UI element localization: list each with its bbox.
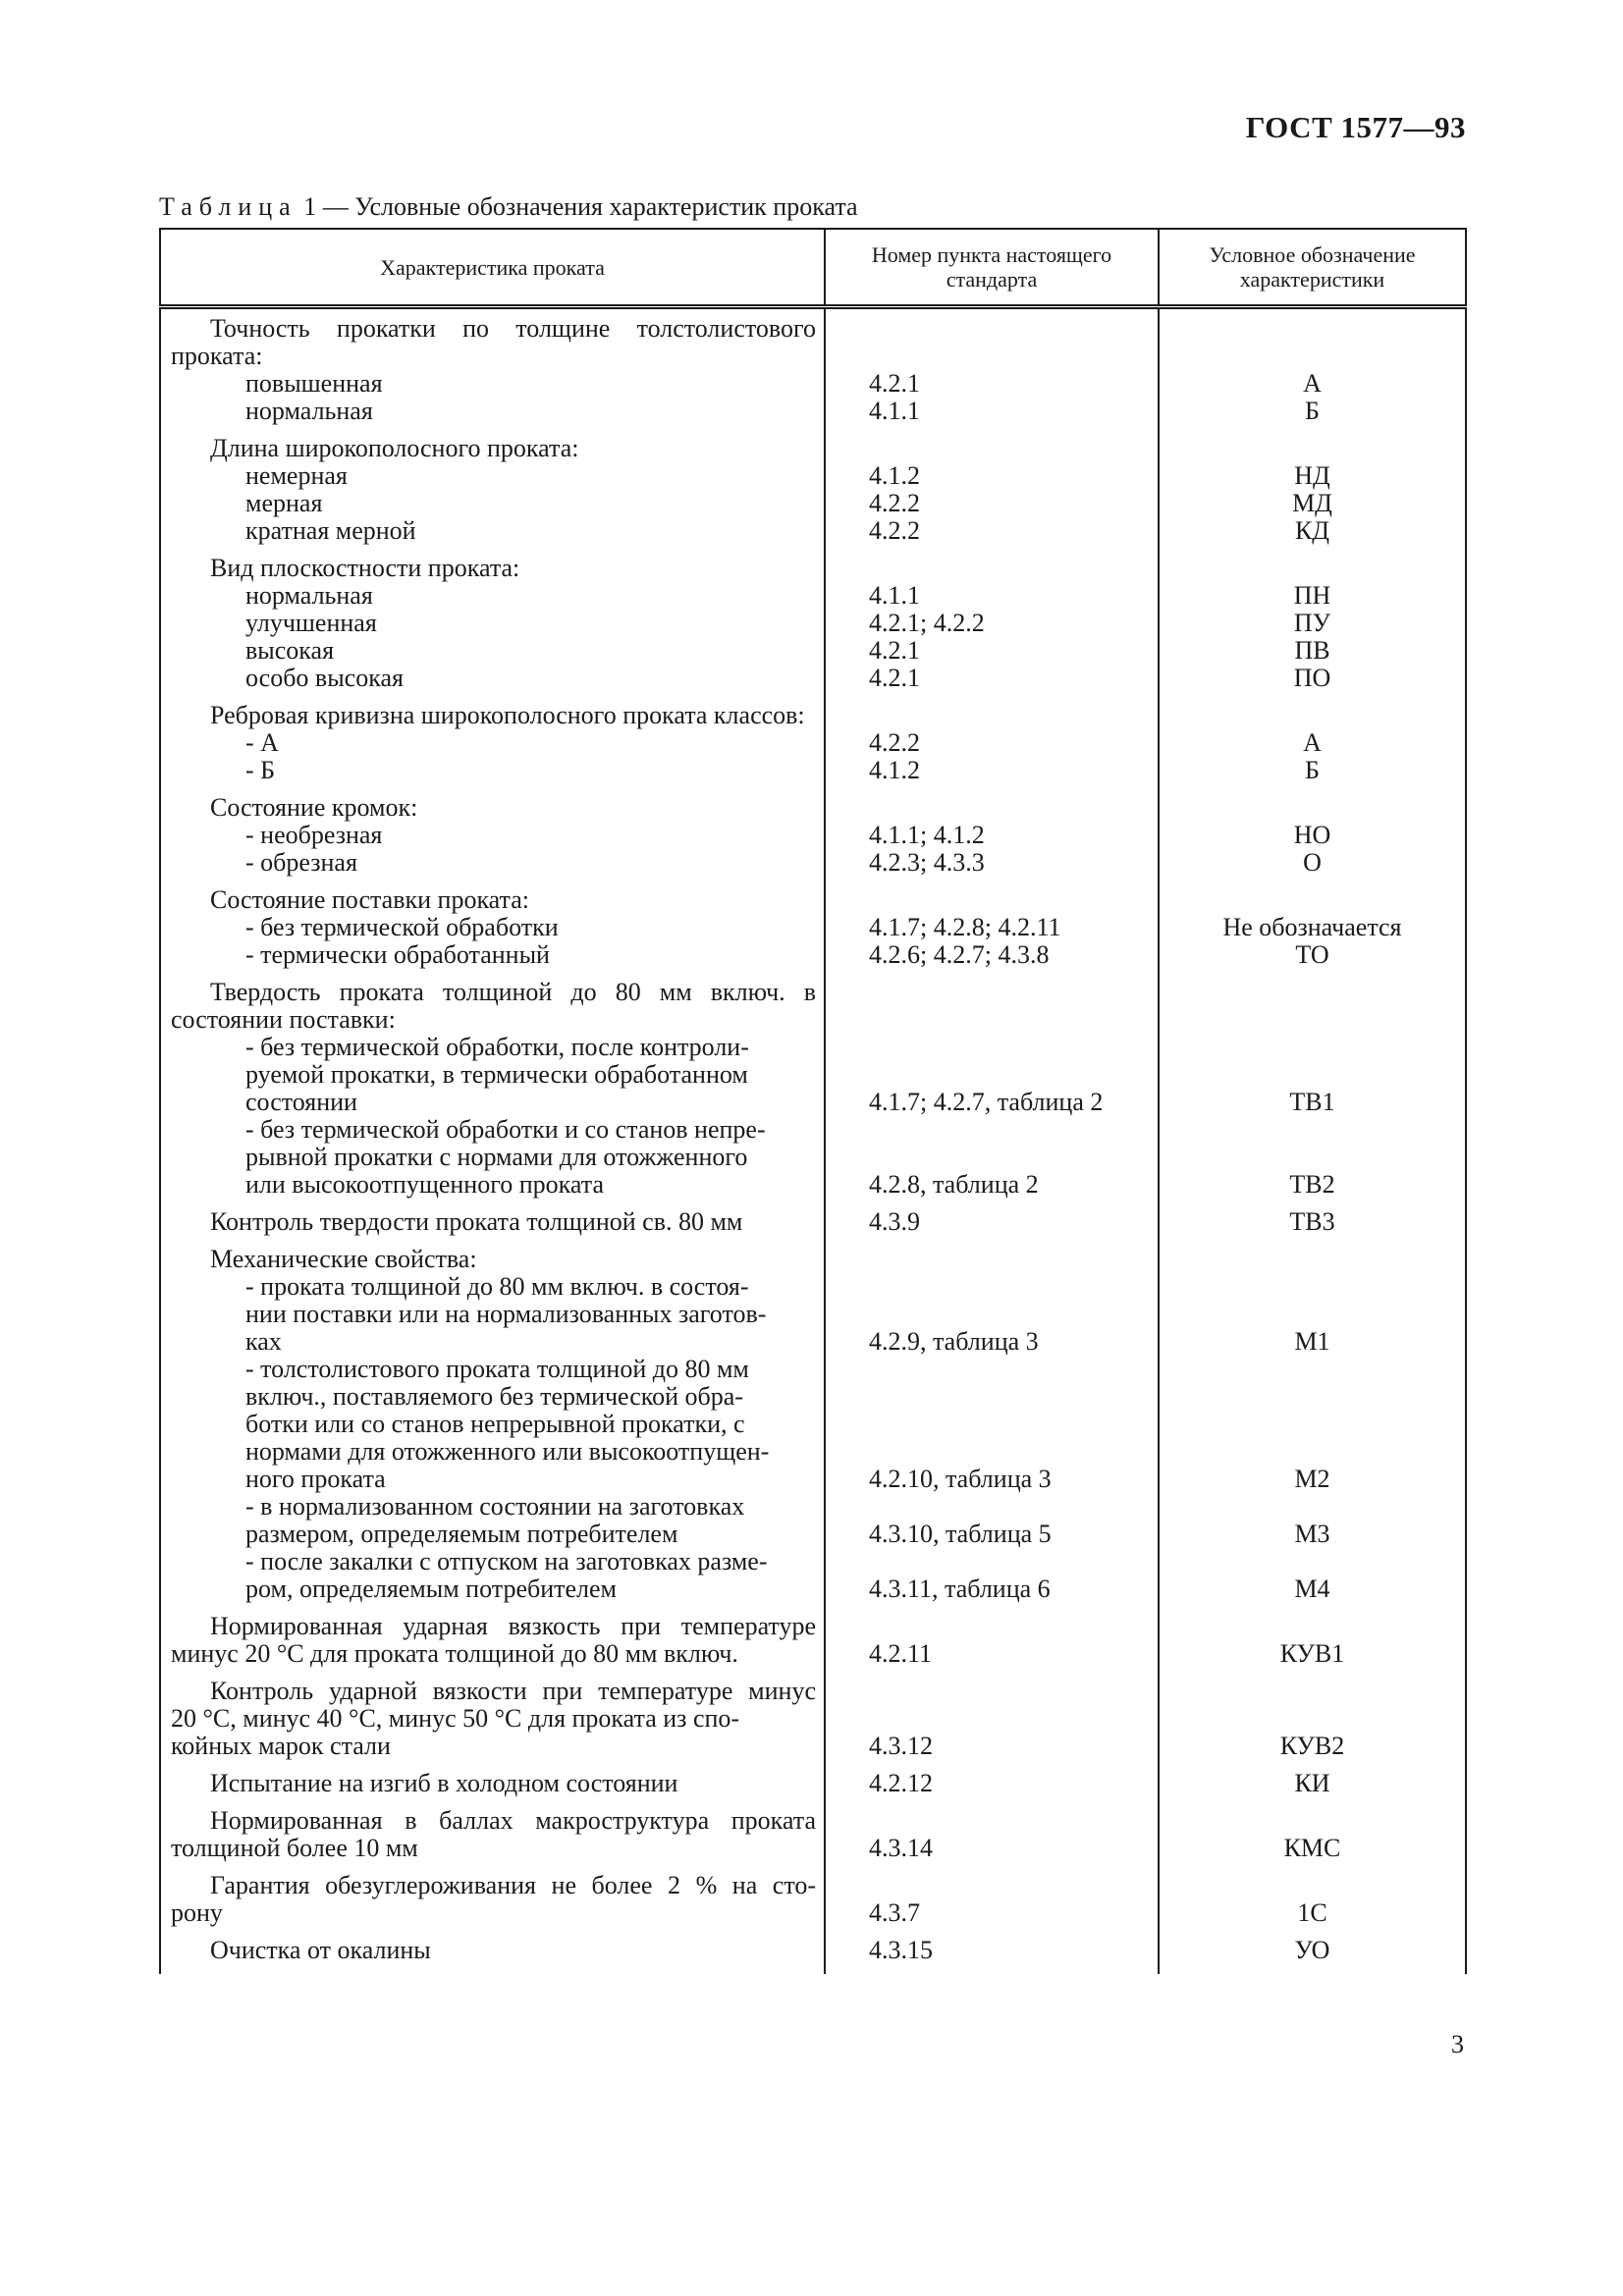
table-header-row	[160, 229, 1466, 307]
code-cell: КУВ2	[1279, 1732, 1345, 1760]
table-title-prefix: Таблица	[159, 192, 298, 221]
code-cell: МД	[1292, 489, 1332, 517]
item-label: ного проката	[245, 1465, 386, 1493]
item-label: размером, определяемым потребителем	[245, 1520, 678, 1548]
clause-cell: 4.3.14	[869, 1834, 933, 1862]
code-cell: М3	[1294, 1520, 1330, 1548]
code-cell: А	[1303, 728, 1322, 757]
table-row	[160, 307, 1466, 436]
table-row	[160, 886, 1466, 979]
item-label: высокая	[245, 636, 335, 665]
row-label: рону	[171, 1898, 223, 1927]
header-clause-text: Номер пункта настоящего стандарта	[871, 242, 1112, 292]
item-label: особо высокая	[245, 664, 404, 692]
code-cell: ПУ	[1293, 609, 1331, 637]
clause-cell: 4.2.11	[869, 1639, 933, 1668]
clause-cell: 4.3.10, таблица 5	[869, 1520, 1052, 1548]
code-cell: М1	[1294, 1327, 1330, 1356]
item-label: или высокоотпущенного проката	[245, 1170, 604, 1199]
table-row	[160, 555, 1466, 702]
clause-cell: 4.2.2	[869, 516, 920, 545]
clause-cell: 4.1.2	[869, 756, 920, 784]
table-row	[160, 1246, 1466, 1613]
clause-cell: 4.2.9, таблица 3	[869, 1327, 1039, 1356]
table-row	[160, 1770, 1466, 1807]
item-label: - в нормализованном состоянии на заготовках	[245, 1492, 745, 1521]
table-row	[160, 1937, 1466, 1974]
clause-cell: 4.2.10, таблица 3	[869, 1465, 1052, 1493]
code-cell: ТВ3	[1289, 1207, 1335, 1236]
table-row	[160, 794, 1466, 886]
clause-cell: 4.2.2	[869, 728, 920, 757]
code-cell: ТВ1	[1289, 1088, 1335, 1116]
clause-cell: 4.3.9	[869, 1207, 920, 1236]
table-row	[160, 1208, 1466, 1246]
item-label: - А	[245, 728, 279, 757]
clause-cell: 4.3.7	[869, 1898, 920, 1927]
clause-cell: 4.1.1	[869, 581, 920, 610]
group-heading: состоянии поставки:	[171, 1005, 396, 1034]
code-cell: УО	[1294, 1936, 1330, 1964]
code-cell: ТО	[1295, 940, 1329, 969]
row-label: толщиной более 10 мм	[171, 1834, 418, 1862]
table-title-text: 1 — Условные обозначения характеристик проката	[297, 192, 858, 221]
item-label: - проката толщиной до 80 мм включ. в состоя-	[245, 1272, 749, 1301]
item-label: нормальная	[245, 581, 373, 610]
code-cell: Не обозначается	[1222, 913, 1402, 941]
code-cell: КМС	[1283, 1834, 1341, 1862]
header-characteristic: Характеристика проката	[160, 229, 825, 307]
row-label: Испытание на изгиб в холодном состоянии	[210, 1769, 678, 1797]
code-cell: М4	[1294, 1575, 1330, 1603]
table-row	[160, 1678, 1466, 1770]
code-cell: А	[1303, 369, 1322, 398]
header-clause	[825, 229, 1159, 307]
clause-cell: 4.1.2	[869, 461, 920, 490]
item-label: - необрезная	[245, 821, 383, 849]
item-label: нии поставки или на нормализованных заготов-	[245, 1300, 767, 1328]
row-label: 20 °С, минус 40 °С, минус 50 °С для проката из спо-	[171, 1704, 740, 1733]
code-cell: НО	[1293, 821, 1331, 849]
item-label: - Б	[245, 756, 276, 784]
page-number: 3	[1451, 2030, 1464, 2058]
code-cell: ПВ	[1294, 636, 1330, 665]
code-cell: 1С	[1297, 1898, 1327, 1927]
clause-cell: 4.1.1; 4.1.2	[869, 821, 985, 849]
item-label: ботки или со станов непрерывной прокатки, с	[245, 1410, 745, 1438]
clause-cell: 4.1.1	[869, 397, 920, 425]
item-label: ках	[245, 1327, 282, 1356]
code-cell: КД	[1294, 516, 1330, 545]
clause-cell: 4.2.1	[869, 636, 920, 665]
clause-cell: 4.2.1	[869, 369, 920, 398]
group-heading: Ребровая кривизна широкополосного проката классов:	[210, 701, 805, 729]
item-label: мерная	[245, 489, 323, 517]
table-row	[160, 702, 1466, 794]
clause-cell: 4.2.1	[869, 664, 920, 692]
item-label: немерная	[245, 461, 348, 490]
table-title	[159, 192, 858, 222]
code-cell: О	[1303, 848, 1322, 877]
item-label: нормальная	[245, 397, 373, 425]
group-heading: Состояние кромок:	[210, 793, 418, 822]
item-label: рывной прокатки с нормами для отожженного	[245, 1143, 748, 1171]
item-label: включ., поставляемого без термической обра-	[245, 1382, 743, 1411]
item-label: - после закалки с отпуском на заготовках разме-	[245, 1547, 768, 1575]
characteristics-table	[159, 228, 1467, 1974]
row-label: Контроль твердости проката толщиной св. 80 мм	[210, 1207, 743, 1236]
row-label: Нормированная в баллах макроструктура проката	[210, 1806, 816, 1835]
table-row	[160, 1872, 1466, 1937]
item-label: нормами для отожженного или высокоотпущен-	[245, 1437, 770, 1466]
group-heading: Состояние поставки проката:	[210, 885, 529, 914]
item-label: улучшенная	[245, 609, 377, 637]
group-heading: Длина широкополосного проката:	[210, 434, 579, 462]
row-label: Нормированная ударная вязкость при температуре	[210, 1612, 816, 1640]
clause-cell: 4.2.6; 4.2.7; 4.3.8	[869, 940, 1050, 969]
code-cell: КИ	[1294, 1769, 1330, 1797]
clause-cell: 4.2.2	[869, 489, 920, 517]
clause-cell: 4.2.8, таблица 2	[869, 1170, 1039, 1199]
item-label: повышенная	[245, 369, 383, 398]
clause-cell: 4.1.7; 4.2.8; 4.2.11	[869, 913, 1061, 941]
clause-cell: 4.3.11, таблица 6	[869, 1575, 1051, 1603]
clause-cell: 4.3.15	[869, 1936, 933, 1964]
code-cell: Б	[1305, 756, 1320, 784]
code-cell: КУВ1	[1279, 1639, 1345, 1668]
item-label: состоянии	[245, 1088, 357, 1116]
row-label: Очистка от окалины	[210, 1936, 431, 1964]
code-cell: Б	[1305, 397, 1320, 425]
group-heading: Вид плоскостности проката:	[210, 554, 520, 582]
table-row	[160, 979, 1466, 1208]
row-label: минус 20 °С для проката толщиной до 80 мм включ.	[171, 1639, 738, 1668]
clause-cell: 4.2.3; 4.3.3	[869, 848, 985, 877]
item-label: - без термической обработки и со станов непре-	[245, 1115, 766, 1144]
row-label: Контроль ударной вязкости при температуре минус	[210, 1677, 816, 1705]
table-row	[160, 1807, 1466, 1872]
code-cell: ПО	[1293, 664, 1331, 692]
group-heading: Твердость проката толщиной до 80 мм включ. в	[210, 978, 816, 1006]
item-label: - обрезная	[245, 848, 357, 877]
item-label: кратная мерной	[245, 516, 416, 545]
code-cell: ПН	[1293, 581, 1331, 610]
header-code-text: Условное обозначение характеристики	[1209, 242, 1416, 292]
item-label: ром, определяемым потребителем	[245, 1575, 617, 1603]
clause-cell: 4.2.1; 4.2.2	[869, 609, 985, 637]
clause-cell: 4.3.12	[869, 1732, 933, 1760]
header-code	[1159, 229, 1466, 307]
clause-cell: 4.2.12	[869, 1769, 933, 1797]
row-label: Гарантия обезуглероживания не более 2 % на сто-	[210, 1871, 816, 1899]
code-cell: НД	[1294, 461, 1330, 490]
row-label: койных марок стали	[171, 1732, 391, 1760]
group-heading: Механические свойства:	[210, 1245, 477, 1273]
item-label: - термически обработанный	[245, 940, 550, 969]
document-code: ГОСТ 1577—93	[1245, 110, 1466, 144]
code-cell: ТВ2	[1289, 1170, 1335, 1199]
item-label: - без термической обработки, после контроли-	[245, 1033, 749, 1061]
code-cell: М2	[1294, 1465, 1330, 1493]
table-row	[160, 1613, 1466, 1678]
item-label: - толстолистового проката толщиной до 80 мм	[245, 1355, 749, 1383]
group-heading: Точность прокатки по толщине толстолистового проката:	[171, 314, 816, 370]
item-label: руемой прокатки, в термически обработанном	[245, 1060, 748, 1089]
item-label: - без термической обработки	[245, 913, 559, 941]
table-row	[160, 435, 1466, 555]
clause-cell: 4.1.7; 4.2.7, таблица 2	[869, 1088, 1104, 1116]
